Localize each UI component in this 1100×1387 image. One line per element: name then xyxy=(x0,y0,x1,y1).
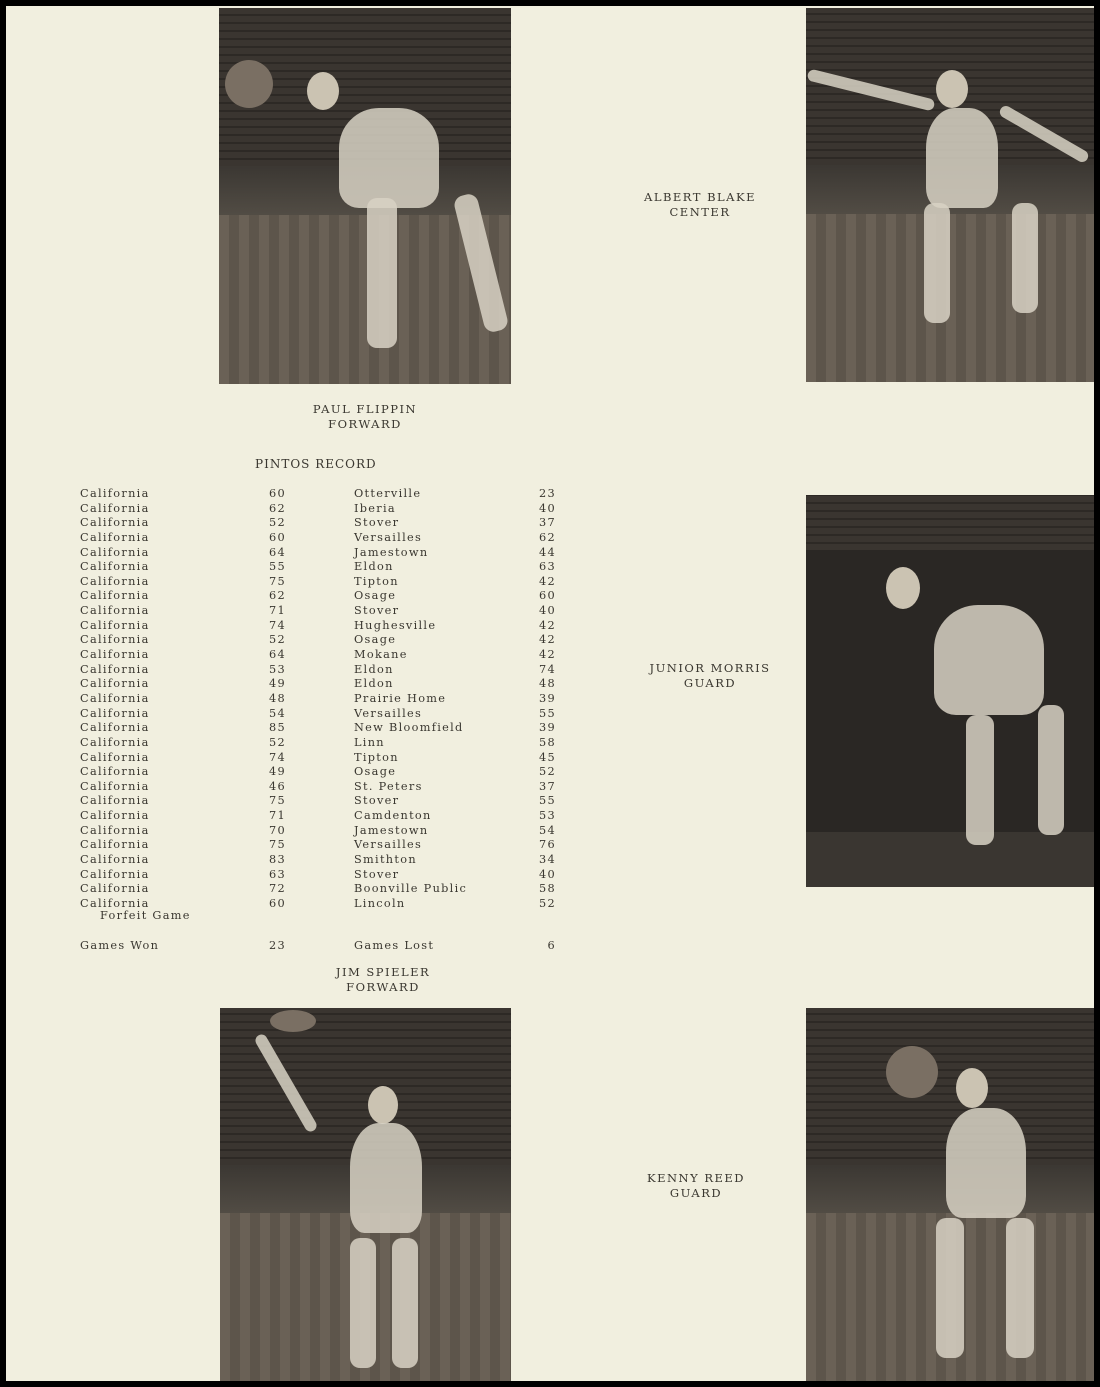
caption-paul-flippin xyxy=(265,402,465,432)
opponent-score: 40 xyxy=(539,501,556,515)
home-score: 74 xyxy=(269,618,286,632)
opponent-score: 23 xyxy=(539,487,556,500)
record-row xyxy=(80,868,580,883)
player-name: PAUL FLIPPIN xyxy=(312,402,418,416)
home-team: California xyxy=(80,618,150,632)
opponent: Boonville Public xyxy=(354,882,468,896)
home-team: California xyxy=(80,662,150,676)
opponent-score: 40 xyxy=(539,867,556,881)
opponent-score: 52 xyxy=(539,896,556,910)
opponent-score: 42 xyxy=(539,618,556,632)
record-row xyxy=(80,853,580,868)
home-score: 83 xyxy=(269,853,286,867)
opponent-score: 60 xyxy=(539,589,556,603)
opponent-score: 62 xyxy=(539,530,556,544)
record-row xyxy=(80,765,580,780)
home-score: 75 xyxy=(269,794,286,808)
player-position: GUARD xyxy=(669,1186,723,1200)
opponent: Stover xyxy=(354,516,400,530)
record-row xyxy=(80,589,580,604)
player-name: JUNIOR MORRIS xyxy=(649,661,771,675)
opponent-score: 37 xyxy=(539,516,556,530)
home-team: California xyxy=(80,560,150,574)
record-row xyxy=(80,502,580,517)
record-row xyxy=(80,633,580,648)
home-score: 55 xyxy=(269,560,286,574)
home-team: California xyxy=(80,838,150,852)
opponent-score: 54 xyxy=(539,823,556,837)
home-score: 53 xyxy=(269,662,286,676)
opponent-score: 44 xyxy=(539,545,556,559)
record-row xyxy=(80,531,580,546)
record-table xyxy=(80,487,580,912)
opponent-score: 63 xyxy=(539,560,556,574)
caption-kenny-reed xyxy=(596,1171,796,1201)
opponent: Jamestown xyxy=(354,823,429,837)
record-row xyxy=(80,487,580,502)
home-team: California xyxy=(80,691,150,705)
record-row xyxy=(80,707,580,722)
photo-kenny-reed xyxy=(806,1008,1094,1381)
opponent: Eldon xyxy=(354,560,394,574)
home-team: California xyxy=(80,677,150,691)
opponent: Otterville xyxy=(354,487,422,500)
home-score: 52 xyxy=(269,735,286,749)
home-team: California xyxy=(80,501,150,515)
record-row xyxy=(80,677,580,692)
player-name: ALBERT BLAKE xyxy=(644,190,756,204)
opponent-score: 58 xyxy=(539,882,556,896)
home-team: California xyxy=(80,765,150,779)
home-score: 71 xyxy=(269,604,286,618)
opponent-score: 42 xyxy=(539,633,556,647)
record-row xyxy=(80,838,580,853)
home-score: 64 xyxy=(269,545,286,559)
home-score: 48 xyxy=(269,691,286,705)
home-team: California xyxy=(80,823,150,837)
opponent-score: 39 xyxy=(539,721,556,735)
opponent-score: 42 xyxy=(539,648,556,662)
opponent: Eldon xyxy=(354,662,394,676)
opponent-score: 40 xyxy=(539,604,556,618)
opponent: Osage xyxy=(354,765,397,779)
opponent: New Bloomfield xyxy=(354,721,464,735)
home-team: California xyxy=(80,516,150,530)
home-team: California xyxy=(80,882,150,896)
opponent-score: 42 xyxy=(539,574,556,588)
record-row xyxy=(80,604,580,619)
caption-albert-blake xyxy=(600,190,800,220)
record-row xyxy=(80,692,580,707)
home-score: 52 xyxy=(269,516,286,530)
home-score: 63 xyxy=(269,867,286,881)
opponent-score: 34 xyxy=(539,853,556,867)
opponent: Lincoln xyxy=(354,896,406,910)
opponent: St. Peters xyxy=(354,779,423,793)
home-team: California xyxy=(80,706,150,720)
home-team: California xyxy=(80,721,150,735)
opponent: Hughesville xyxy=(354,618,437,632)
photo-junior-morris xyxy=(806,495,1094,887)
record-row xyxy=(80,780,580,795)
opponent: Stover xyxy=(354,794,400,808)
record-row xyxy=(80,736,580,751)
home-team: California xyxy=(80,487,150,500)
record-row xyxy=(80,794,580,809)
opponent: Osage xyxy=(354,633,397,647)
home-score: 62 xyxy=(269,501,286,515)
record-row xyxy=(80,751,580,766)
home-team: California xyxy=(80,853,150,867)
home-team: California xyxy=(80,604,150,618)
record-row xyxy=(80,882,580,897)
home-score: 62 xyxy=(269,589,286,603)
home-team: California xyxy=(80,589,150,603)
opponent-score: 45 xyxy=(539,750,556,764)
home-score: 60 xyxy=(269,530,286,544)
opponent: Tipton xyxy=(354,574,399,588)
opponent: Eldon xyxy=(354,677,394,691)
games-won-value: 23 xyxy=(269,939,286,952)
home-score: 49 xyxy=(269,765,286,779)
photo-paul-flippin xyxy=(219,8,511,384)
games-lost-label: Games Lost xyxy=(354,939,435,952)
home-team: California xyxy=(80,648,150,662)
record-row xyxy=(80,721,580,736)
record-row xyxy=(80,619,580,634)
player-position: FORWARD xyxy=(328,417,402,431)
forfeit-note: Forfeit Game xyxy=(100,909,191,922)
home-score: 52 xyxy=(269,633,286,647)
yearbook-page xyxy=(6,6,1094,1381)
photo-albert-blake xyxy=(806,8,1094,382)
home-score: 60 xyxy=(269,487,286,500)
player-position: FORWARD xyxy=(346,980,420,994)
home-score: 64 xyxy=(269,648,286,662)
player-name: KENNY REED xyxy=(646,1171,746,1185)
record-row xyxy=(80,663,580,678)
opponent-score: 74 xyxy=(539,662,556,676)
home-team: California xyxy=(80,809,150,823)
home-score: 85 xyxy=(269,721,286,735)
record-row xyxy=(80,516,580,531)
opponent: Prairie Home xyxy=(354,691,447,705)
opponent-score: 52 xyxy=(539,765,556,779)
opponent: Versailles xyxy=(354,530,423,544)
home-score: 75 xyxy=(269,838,286,852)
home-team: California xyxy=(80,794,150,808)
record-title: PINTOS RECORD xyxy=(255,457,377,471)
caption-jim-spieler xyxy=(283,965,483,995)
home-team: California xyxy=(80,530,150,544)
record-row xyxy=(80,560,580,575)
games-won-label: Games Won xyxy=(80,939,160,952)
opponent: Jamestown xyxy=(354,545,429,559)
opponent: Osage xyxy=(354,589,397,603)
home-team: California xyxy=(80,574,150,588)
player-position: CENTER xyxy=(669,205,731,219)
opponent-score: 48 xyxy=(539,677,556,691)
home-team: California xyxy=(80,750,150,764)
record-row xyxy=(80,546,580,561)
record-totals xyxy=(80,939,580,953)
opponent-score: 55 xyxy=(539,706,556,720)
opponent: Versailles xyxy=(354,838,423,852)
opponent-score: 37 xyxy=(539,779,556,793)
home-score: 72 xyxy=(269,882,286,896)
home-score: 60 xyxy=(269,896,286,910)
home-team: California xyxy=(80,735,150,749)
opponent-score: 55 xyxy=(539,794,556,808)
home-team: California xyxy=(80,896,150,910)
home-score: 70 xyxy=(269,823,286,837)
opponent: Tipton xyxy=(354,750,399,764)
opponent: Camdenton xyxy=(354,809,432,823)
caption-junior-morris xyxy=(610,661,810,691)
home-score: 71 xyxy=(269,809,286,823)
player-position: GUARD xyxy=(683,676,737,690)
photo-jim-spieler xyxy=(220,1008,511,1381)
opponent: Versailles xyxy=(354,706,423,720)
home-team: California xyxy=(80,633,150,647)
opponent-score: 58 xyxy=(539,735,556,749)
home-score: 46 xyxy=(269,779,286,793)
record-row xyxy=(80,648,580,663)
games-lost-value: 6 xyxy=(547,939,556,952)
home-team: California xyxy=(80,545,150,559)
opponent: Stover xyxy=(354,604,400,618)
home-score: 75 xyxy=(269,574,286,588)
home-score: 74 xyxy=(269,750,286,764)
home-team: California xyxy=(80,779,150,793)
home-score: 54 xyxy=(269,706,286,720)
opponent-score: 39 xyxy=(539,691,556,705)
record-row xyxy=(80,575,580,590)
record-row xyxy=(80,824,580,839)
opponent: Smithton xyxy=(354,853,417,867)
home-score: 49 xyxy=(269,677,286,691)
player-name: JIM SPIELER xyxy=(335,965,431,979)
opponent: Iberia xyxy=(354,501,396,515)
home-team: California xyxy=(80,867,150,881)
record-row xyxy=(80,809,580,824)
opponent: Linn xyxy=(354,735,385,749)
opponent: Mokane xyxy=(354,648,408,662)
opponent-score: 53 xyxy=(539,809,556,823)
opponent: Stover xyxy=(354,867,400,881)
opponent-score: 76 xyxy=(539,838,556,852)
